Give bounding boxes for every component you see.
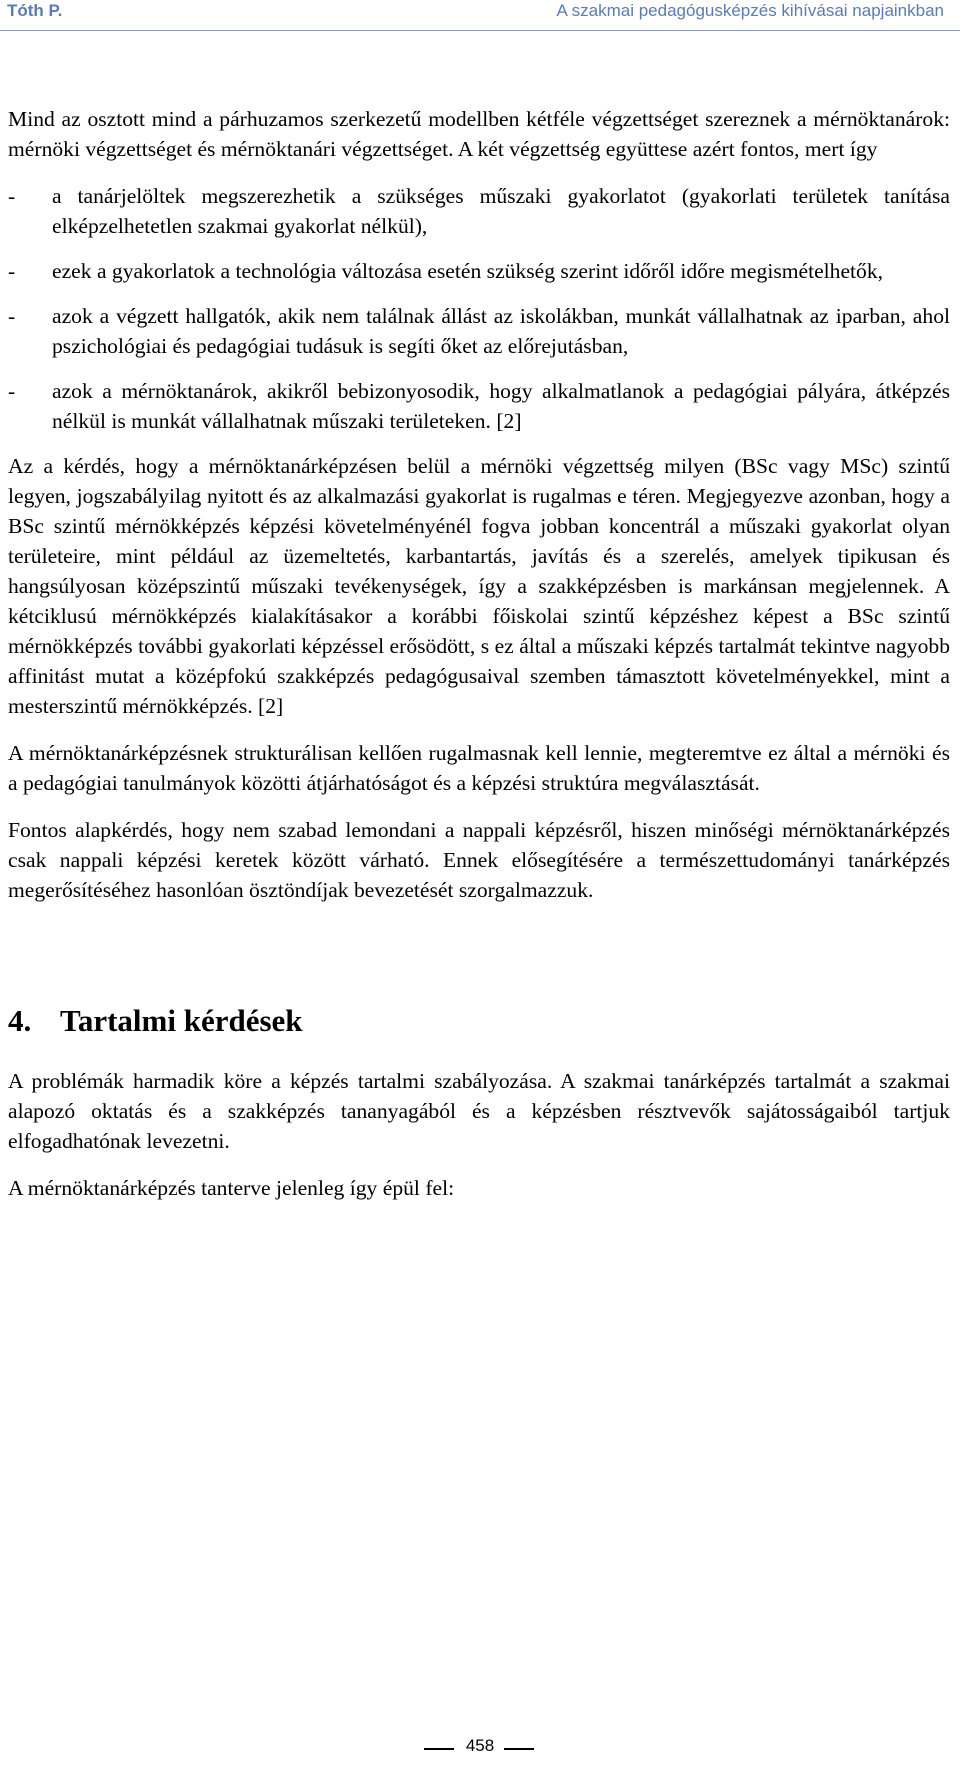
page-number: 458 [465,1736,495,1755]
running-header [0,0,960,31]
dash-bullet: - [8,379,16,403]
page-footer [0,1736,960,1766]
list-item [8,301,950,361]
dash-bullet: - [8,184,16,208]
bullet-list [8,181,950,436]
dash-bullet: - [8,259,16,283]
section-paragraph: A mérnöktanárképzés tanterve jelenleg így épül fel: [8,1176,455,1200]
footer-rule-left [424,1748,454,1750]
section-number: 4. [8,1003,32,1038]
footer-rule-right [504,1748,534,1750]
list-item [8,376,950,436]
list-item-text: azok a végzett hallgatók, akik nem találnak állást az iskolákban, munkát vállalhatnak az iparban, ahol pszichológiai és pedagógiai tudásuk is segíti őket az előrejutásban, [52,304,950,358]
header-author: Tóth P. [7,1,63,20]
list-item-text: azok a mérnöktanárok, akikről bebizonyosodik, hogy alkalmatlanok a pedagógiai pályára, átképzés nélkül is munkát vállalhatnak műszaki területeken. [2] [52,379,950,433]
document-body [8,104,950,1203]
intro-paragraph: Mind az osztott mind a párhuzamos szerkezetű modellben kétféle végzettséget szereznek a mérnöktanárok: mérnöki végzettséget és mérnöktanári végzettséget. A két végzettség együttese azért fontos, mert így [8,107,950,161]
list-item-text: ezek a gyakorlatok a technológia változása esetén szükség szerint időről időre megismételhetők, [52,259,884,283]
section-heading [8,1001,950,1041]
list-item [8,256,950,286]
body-paragraph: Fontos alapkérdés, hogy nem szabad lemondani a nappali képzésről, hiszen minőségi mérnöktanárképzés csak nappali képzési keretek között várható. Ennek elősegítésére a természettudományi tanárképzés megerősítéséhez hasonlóan ösztöndíjak bevezetését szorgalmazzuk. [8,818,950,902]
list-item-text: a tanárjelöltek megszerezhetik a szükséges műszaki gyakorlatot (gyakorlati területek tanítása elképzelhetetlen szakmai gyakorlat nélkül), [52,184,950,238]
list-item [8,181,950,241]
header-journal-title: A szakmai pedagógusképzés kihívásai napjainkban [556,1,944,20]
dash-bullet: - [8,304,16,328]
body-paragraph: A mérnöktanárképzésnek strukturálisan kellően rugalmasnak kell lennie, megteremtve ez által a mérnöki és a pedagógiai tanulmányok közötti átjárhatóságot és a képzési struktúra megválasztását. [8,741,950,795]
section-paragraph: A problémák harmadik köre a képzés tartalmi szabályozása. A szakmai tanárképzés tartalmát a szakmai alapozó oktatás és a szakképzés tananyagából és a képzésben résztvevők sajátosságaiból tartjuk elfogadhatónak levezetni. [8,1069,950,1153]
body-paragraph: Az a kérdés, hogy a mérnöktanárképzésen belül a mérnöki végzettség milyen (BSc vagy MSc) szintű legyen, jogszabályilag nyitott és az alkalmazási gyakorlat is rugalmas e téren. Megjegyezve azonban, hogy a BSc szintű mérnökképzés képzési követelményénél fogva jobban koncentrál a műszaki gyakorlat olyan területeire, mint például az üzemeltetés, karbantartás, javítás és a szerelés, amelyek tipikusan és hangsúlyosan középszintű műszaki tevékenységek, így a szakképzésben is markánsan megjelennek. A kétciklusú mérnökképzés kialakításakor a korábbi főiskolai szintű képzéshez képest a BSc szintű mérnökképzés további gyakorlati képzéssel erősödött, s ez által a műszaki képzés tartalmát tekintve nagyobb affinitást mutat a középfokú szakképzés pedagógusaival szemben támasztott követelményekkel, mint a mesterszintű mérnökképzés. [2] [8,454,950,718]
section-title: Tartalmi kérdések [60,1003,303,1038]
